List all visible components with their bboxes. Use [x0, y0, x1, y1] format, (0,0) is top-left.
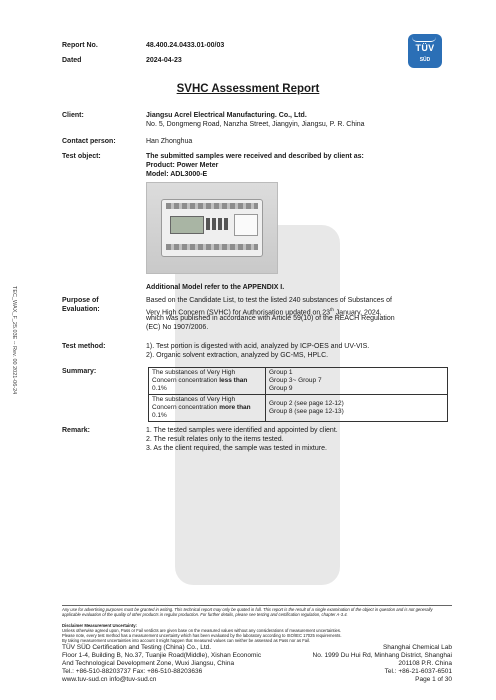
test-object-model: Model: ADL3000-E	[146, 171, 208, 178]
bottom-terminals	[166, 244, 258, 250]
report-no-label: Report No.	[62, 42, 98, 49]
lcd-screen	[170, 216, 204, 234]
form-reference-sidetext: TEC_WAX_F_25.03E -- Rev. 00 2021-06-24	[11, 286, 17, 395]
summary-row-less-than	[149, 368, 448, 395]
test-method-line-2: 2). Organic solvent extraction, analyzed by GC-MS, HPLC.	[146, 352, 329, 359]
footer-mu-title: Disclaimer Measurement Uncertainty:	[62, 623, 137, 628]
client-name: Jiangsu Acrel Electrical Manufacturing. Co., Ltd.	[146, 112, 307, 119]
product-photo	[146, 182, 278, 274]
client-label: Client:	[62, 112, 84, 119]
footer-disclaimer: Any use for advertising purposes must be granted in writing. This technical report may only be quoted in full. This report is the result of a single examination of the object in question and is not generally applicable evaluation of the quality of other products in regular production. For further details, please see testing and certification regulation, chapter A-3.4.	[62, 607, 433, 618]
logo-brand: TÜV	[415, 43, 435, 53]
purpose-line-4: (EC) No 1907/2006.	[146, 324, 209, 331]
footer-lab-address-1: No. 1999 Du Hui Rd, Minhang District, Shanghai	[312, 652, 452, 659]
top-terminals	[166, 203, 258, 209]
test-method-line-1: 1). Test portion is digested with acid, analyzed by ICP-OES and UV-VIS.	[146, 343, 370, 350]
remark-label: Remark:	[62, 427, 91, 434]
page-title: SVHC Assessment Report	[176, 83, 320, 95]
dated-label: Dated	[62, 57, 82, 64]
summary-cell-groups: Group 2 (see page 12-12) Group 8 (see page 12-13)	[266, 395, 448, 422]
footer-mu-line-2: Please note, every test method has a measurement uncertainty which has been evaluated by the laboratory according to ISO/IEC 17025 requirements.	[62, 633, 342, 638]
summary-table	[148, 367, 448, 422]
dated-value: 2024-04-23	[146, 57, 182, 64]
summary-cell-description: The substances of Very High Concern concentration less than 0.1%	[149, 368, 266, 395]
power-meter-image	[161, 199, 263, 257]
remark-line-1: 1. The tested samples were identified and appointed by client.	[146, 427, 338, 434]
additional-model-note: Additional Model refer to the APPENDIX I.	[146, 284, 285, 291]
test-method-label: Test method:	[62, 343, 106, 350]
page-number: Page 1 of 30	[415, 676, 452, 683]
purpose-line-1: Based on the Candidate List, to test the listed 240 substances of Substances of	[146, 297, 392, 304]
report-no-value: 48.400.24.0433.01-00/03	[146, 42, 225, 49]
test-object-product: Product: Power Meter	[146, 162, 219, 169]
summary-cell-groups: Group 1 Group 3~ Group 7 Group 9	[266, 368, 448, 395]
footer-divider	[62, 605, 452, 606]
footer-mu-line-1: Unless otherwise agreed upon, Pass or Fail verdicts are given base on the measured values without any considerations of measurement uncertainties.	[62, 628, 342, 633]
footer-address-1: Floor 1-4, Building B, No.37, Tuanjie Road(Middle), Xishan Economic	[62, 652, 262, 659]
purpose-line-3: which was published in accordance with Article 59(10) of the REACH Regulation	[146, 315, 395, 322]
purpose-label-1: Purpose of	[62, 297, 99, 304]
contact-value: Han Zhonghua	[146, 138, 193, 145]
client-address: No. 5, Dongmeng Road, Nanzha Street, Jiangyin, Jiangsu, P. R. China	[146, 121, 365, 128]
footer-company-name: TÜV SÜD Certification and Testing (China) Co., Ltd.	[62, 644, 212, 651]
tuv-sud-logo	[408, 34, 442, 68]
contact-label: Contact person:	[62, 138, 116, 145]
test-object-line1: The submitted samples were received and described by client as:	[146, 153, 364, 160]
footer-phone: Tel.: +86-510-88203737 Fax: +86-510-88203636	[62, 668, 203, 675]
remark-line-2: 2. The result relates only to the items tested.	[146, 436, 284, 443]
footer-lab-address-2: 201108 P.R. China	[398, 660, 452, 667]
remark-line-3: 3. As the client required, the sample was tested in mixture.	[146, 445, 327, 452]
footer-lab-name: Shanghai Chemical Lab	[382, 644, 452, 651]
test-object-label: Test object:	[62, 153, 101, 160]
summary-row-more-than	[149, 395, 448, 422]
summary-cell-description: The substances of Very High Concern concentration more than 0.1%	[149, 395, 266, 422]
footer-web-link[interactable]: www.tuv-sud.cn info@tuv-sud.cn	[62, 676, 157, 683]
logo-sub: SÜD	[419, 57, 431, 63]
purpose-label-2: Evaluation:	[62, 306, 100, 313]
meter-label-sticker	[234, 214, 258, 236]
footer-mu-line-3: By taking measurement uncertainties into account it might happen that measured values can neither be assessed as Pass nor as Fail.	[62, 638, 311, 643]
meter-keys	[206, 218, 228, 230]
footer-address-2: And Technological Development Zone, Wuxi Jiangsu, China	[62, 660, 235, 667]
logo-arc	[412, 37, 436, 42]
footer-lab-phone: Tel.: +86-21-6037-6501	[384, 668, 452, 675]
purpose-line-2: Very High Concern (SVHC) for Authorisation updated on 23th January, 2024,	[146, 307, 382, 317]
summary-label: Summary:	[62, 368, 97, 375]
